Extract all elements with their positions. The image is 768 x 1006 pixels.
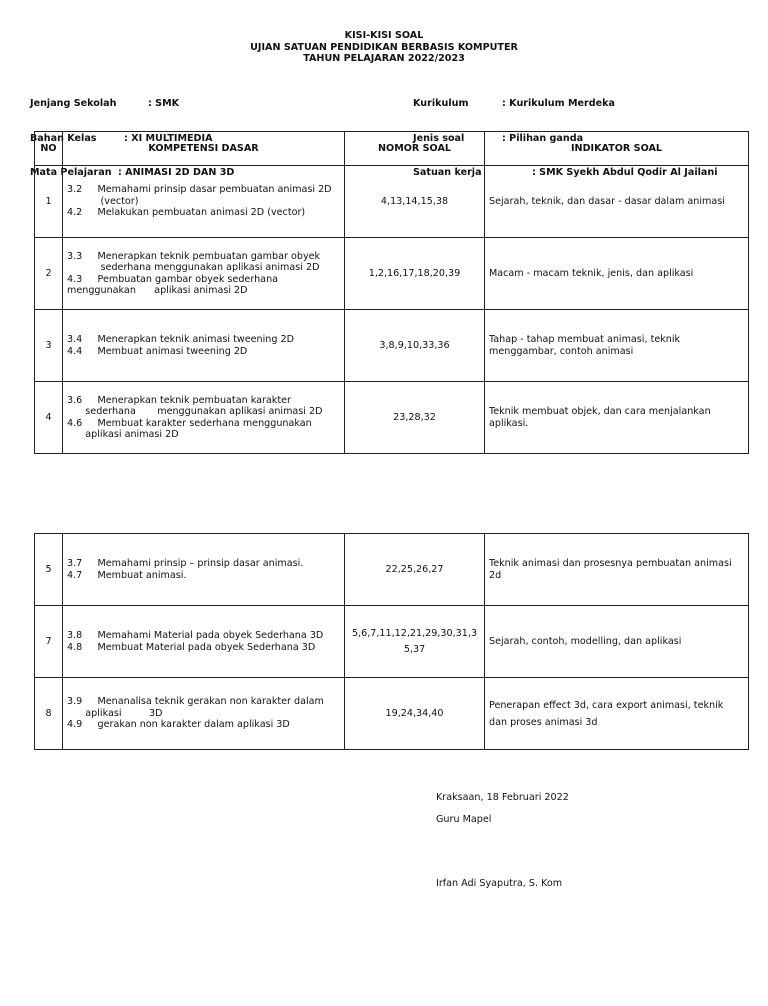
table-row [35,238,749,310]
meta-value: : XI MULTIMEDIA [124,132,213,144]
row-indikator: Macam - macam teknik, jenis, dan aplikasi [485,238,749,310]
row-kompetensi: 3.2 Memahami prinsip dasar pembuatan animasi 2D (vector) 4.2 Melakukan pembuatan animasi 2D (vector) [63,166,345,238]
row-kompetensi: 3.7 Memahami prinsip – prinsip dasar animasi. 4.7 Membuat animasi. [63,534,345,606]
row-nomor-soal: 5,6,7,11,12,21,29,30,31,35,37 [345,606,485,678]
row-kompetensi: 3.3 Menerapkan teknik pembuatan gambar obyek sederhana menggunakan aplikasi animasi 2D 4.3 Pembuatan gambar obyek sederhana menggunakan aplikasi animasi 2D [63,238,345,310]
header-nomor-soal: NOMOR SOAL [345,132,485,166]
doc-subtitle: UJIAN SATUAN PENDIDIKAN BERBASIS KOMPUTER [250,42,518,53]
row-kompetensi: 3.6 Menerapkan teknik pembuatan karakter sederhana menggunakan aplikasi animasi 2D 4.6 Membuat karakter sederhana menggunakan aplikasi animasi 2D [63,382,345,454]
signature-place-date: Kraksaan, 18 Februari 2022 [436,792,569,803]
row-nomor-soal: 23,28,32 [345,382,485,454]
meta-value: : Kurikulum Merdeka [502,98,615,109]
row-no: 8 [35,678,63,750]
signature-name: Irfan Adi Syaputra, S. Kom [436,878,563,889]
table-row [35,606,749,678]
row-nomor-soal: 22,25,26,27 [345,534,485,606]
row-no: 5 [35,534,63,606]
doc-year: TAHUN PELAJARAN 2022/2023 [303,53,465,64]
meta-value: : SMK [148,98,180,109]
table-row [35,382,749,454]
meta-value: : Pilihan ganda [502,132,584,144]
meta-value: : ANIMASI 2D DAN 3D [118,167,235,178]
row-no: 4 [35,382,63,454]
row-no: 3 [35,310,63,382]
meta-label: Jenjang Sekolah [30,98,117,109]
row-indikator: Sejarah, teknik, dan dasar - dasar dalam animasi [485,166,749,238]
header-no: NO [35,132,63,166]
kisi-table-2 [34,533,749,750]
header-indikator: INDIKATOR SOAL [485,132,749,166]
row-indikator: Teknik animasi dan prosesnya pembuatan animasi 2d [485,534,749,606]
meta-label: Kurikulum [413,98,469,109]
table-row [35,310,749,382]
meta-label: Jenis soal [413,132,465,144]
meta-label: Bahan Kelas [30,132,97,144]
doc-title: KISI-KISI SOAL [344,30,424,41]
row-nomor-soal: 1,2,16,17,18,20,39 [345,238,485,310]
kisi-table-1 [34,131,749,454]
table-row [35,534,749,606]
meta-label: Mata Pelajaran [30,167,112,178]
row-no: 2 [35,238,63,310]
table-header-row [35,132,749,166]
row-indikator: Tahap - tahap membuat animasi, teknik menggambar, contoh animasi [485,310,749,382]
row-nomor-soal: 3,8,9,10,33,36 [345,310,485,382]
row-indikator: Penerapan effect 3d, cara export animasi, teknik dan proses animasi 3d [485,678,749,750]
row-kompetensi: 3.8 Memahami Material pada obyek Sederhana 3D 4.8 Membuat Material pada obyek Sederhana 3D [63,606,345,678]
row-kompetensi: 3.9 Menanalisa teknik gerakan non karakter dalam aplikasi 3D 4.9 gerakan non karakter dalam aplikasi 3D [63,678,345,750]
row-indikator: Sejarah, contoh, modelling, dan aplikasi [485,606,749,678]
row-indikator: Teknik membuat objek, dan cara menjalankan aplikasi. [485,382,749,454]
meta-label: Satuan kerja [413,167,482,178]
row-nomor-soal: 4,13,14,15,38 [345,166,485,238]
row-kompetensi: 3.4 Menerapkan teknik animasi tweening 2D 4.4 Membuat animasi tweening 2D [63,310,345,382]
row-no: 7 [35,606,63,678]
table-row [35,166,749,238]
header-kompetensi: KOMPETENSI DASAR [63,132,345,166]
meta-value: : SMK Syekh Abdul Qodir Al Jailani [532,167,718,178]
table-row [35,678,749,750]
row-nomor-soal: 19,24,34,40 [345,678,485,750]
row-no: 1 [35,166,63,238]
signature-role: Guru Mapel [436,814,492,825]
